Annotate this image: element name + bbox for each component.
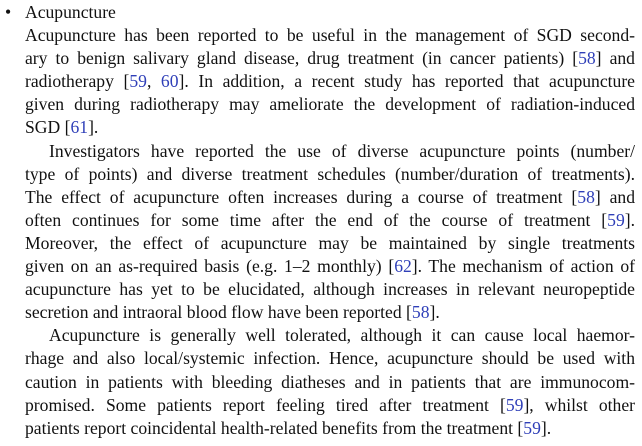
text-line [25, 301, 635, 324]
text-line [25, 371, 635, 394]
text-segment: ]. [429, 302, 440, 322]
text-segment: secretion and intraoral blood flow have been reported [ [25, 302, 412, 322]
text-line [25, 47, 635, 70]
text-line [49, 324, 635, 347]
text-line [25, 24, 635, 47]
citation-link[interactable]: 59 [505, 395, 524, 415]
text-segment: ]. [540, 418, 552, 438]
text-line [25, 278, 635, 301]
text-segment: ary to benign salivary gland disease, drug treatment (in cancer patients) [ [25, 48, 579, 68]
citation-link[interactable]: 60 [160, 71, 179, 91]
text-segment: ]. In addition, a recent study has reported that acupuncture [178, 71, 635, 91]
text-line [25, 347, 635, 370]
text-segment: Acupuncture is generally well tolerated, although it can cause local haemor- [49, 325, 635, 345]
citation-link[interactable]: 61 [70, 117, 89, 137]
text-line [25, 209, 635, 232]
text-line [25, 394, 635, 417]
text-line [25, 163, 635, 186]
citation-link[interactable]: 58 [577, 187, 595, 207]
bullet-glyph: • [5, 2, 12, 22]
text-segment: patients report coincidental health-related benefits from the treatment [ [25, 418, 524, 438]
text-segment: often continues for some time after the end of the course of treatment [ [25, 210, 608, 230]
text-segment: The effect of acupuncture often increases during a course of treatment [ [25, 187, 578, 207]
text-line [25, 232, 635, 255]
citation-link[interactable]: 59 [607, 210, 625, 230]
text-segment: promised. Some patients report feeling tired after treatment [ [25, 395, 506, 415]
text-segment: type of points) and diverse treatment schedules (number/duration of treatments). [25, 164, 635, 184]
text-segment: ] and [595, 48, 635, 68]
text-line [25, 116, 635, 139]
text-line [25, 417, 635, 440]
text-segment: Investigators have reported the use of diverse acupuncture points (number/ [49, 141, 635, 161]
text-segment: ], whilst other [523, 395, 635, 415]
citation-link[interactable]: 62 [394, 256, 412, 276]
citation-link[interactable]: 58 [411, 302, 430, 322]
text-line [25, 93, 635, 116]
text-line [25, 70, 635, 93]
section-heading [0, 1, 642, 24]
text-segment: SGD [ [25, 117, 71, 137]
text-segment: caution in patients with bleeding diatheses and in patients that are immunocom- [25, 372, 635, 392]
text-line [25, 186, 635, 209]
heading-text: Acupuncture [25, 2, 116, 22]
text-segment: acupuncture has yet to be elucidated, although increases in relevant neuropeptide [25, 279, 635, 299]
text-line [25, 255, 635, 278]
text-segment: rhage and also local/systemic infection. Hence, acupuncture should be used with [25, 348, 635, 368]
text-segment: given during radiotherapy may ameliorate the development of radiation-induced [25, 94, 635, 114]
text-segment: Moreover, the effect of acupuncture may be maintained by single treatments [25, 233, 635, 253]
text-segment: ] and [594, 187, 635, 207]
citation-link[interactable]: 59 [523, 418, 541, 438]
text-segment: ]. [624, 210, 635, 230]
text-segment: given on an as-required basis (e.g. 1–2 monthly) [ [25, 256, 395, 276]
text-segment: Acupuncture has been reported to be useful in the management of SGD second- [25, 25, 635, 45]
text-segment: radiotherapy [ [25, 71, 130, 91]
text-segment: , [146, 71, 161, 91]
text-segment: ]. The mechanism of action of [411, 256, 635, 276]
text-line [49, 140, 635, 163]
citation-link[interactable]: 58 [578, 48, 596, 68]
citation-link[interactable]: 59 [129, 71, 147, 91]
text-segment: ]. [88, 117, 99, 137]
